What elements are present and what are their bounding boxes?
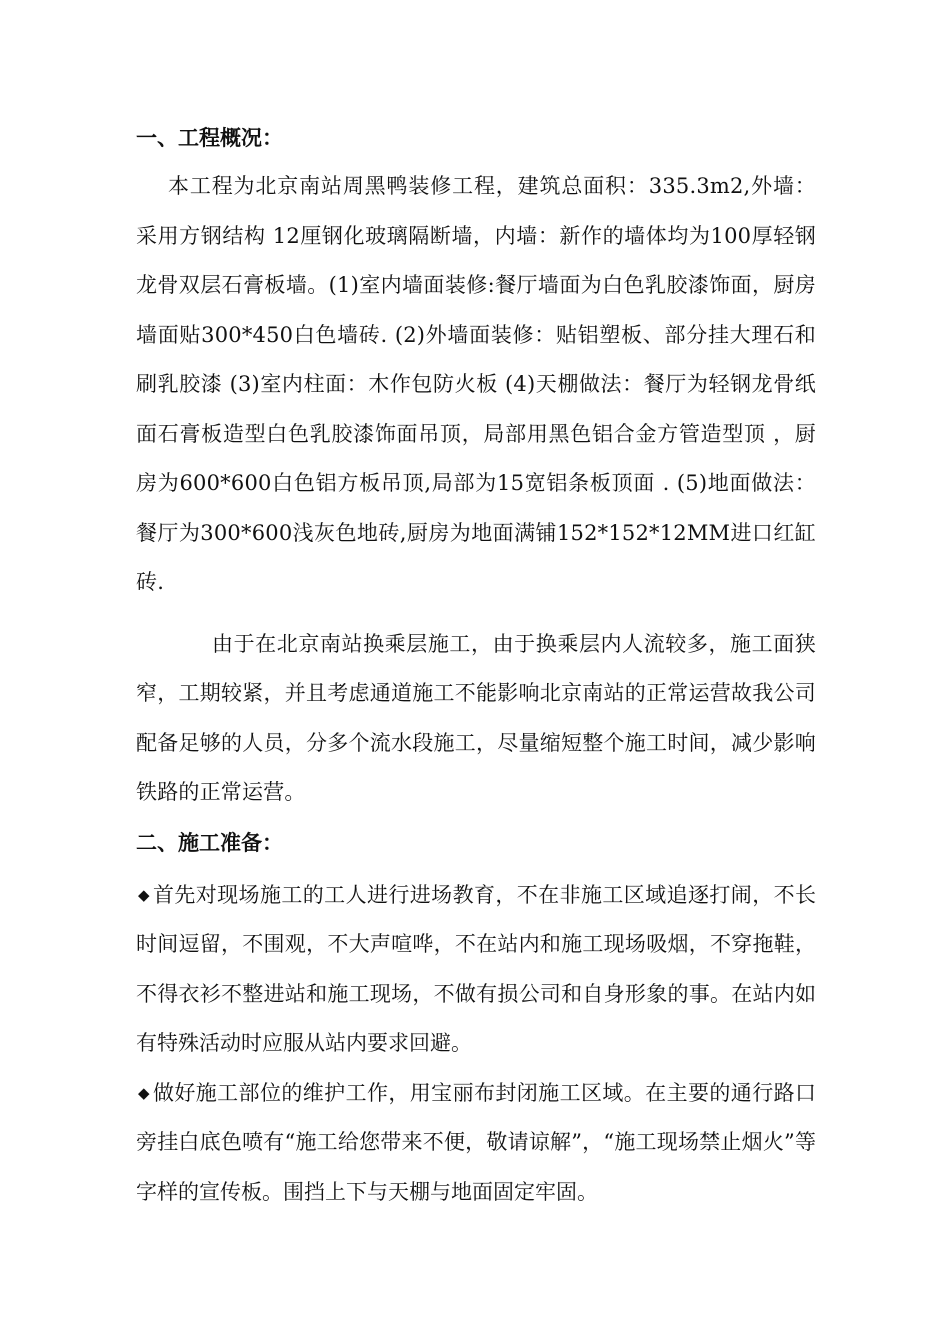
construction-conditions-paragraph: 由于在北京南站换乘层施工，由于换乘层内人流较多，施工面狭窄，工期较紧，并且考虑通道施工不能影响北京南站的正常运营故我公司配备足够的人员，分多个流水段施工，尽量缩短整个施工时间，减少影响铁路的正常运营。 [136, 631, 816, 804]
document-page [136, 113, 816, 1217]
diamond-bullet-icon: ◆ [138, 1083, 150, 1102]
overview-paragraph: 本工程为北京南站周黑鸭装修工程，建筑总面积：335.3m2,外墙：采用方钢结构 12厘钢化玻璃隔断墙，内墙：新作的墙体均为100厚轻钢龙骨双层石膏板墙。(1)室内墙面装修:餐厅墙面为白色乳胶漆饰面，厨房墙面贴300*450白色墙砖. (2)外墙面装修：贴铝塑板、部分挂大理石和刷乳胶漆 (3)室内柱面：木作包防火板 (4)天棚做法：餐厅为轻钢龙骨纸面石膏板造型白色乳胶漆饰面吊顶，局部用黑色铝合金方管造型顶 ，厨房为600*600白色铝方板吊顶,局部为15宽铝条板顶面 . (5)地面做法：餐厅为300*600浅灰色地砖,厨房为地面满铺152*152*12MM进口红缸砖. [136, 174, 816, 594]
bullet-text: 首先对现场施工的工人进行进场教育，不在非施工区域追逐打闹，不长时间逗留，不围观，不大声喧哗，不在站内和施工现场吸烟，不穿拖鞋，不得衣衫不整进站和施工现场，不做有损公司和自身形象的事。在站内如有特殊活动时应服从站内要求回避。 [136, 882, 816, 1055]
bullet-text: 做好施工部位的维护工作，用宝丽布封闭施工区域。在主要的通行路口旁挂白底色喷有“施工给您带来不便，敬请谅解”，“施工现场禁止烟火”等字样的宣传板。围挡上下与天棚与地面固定牢固。 [136, 1080, 816, 1204]
bullet-item-worker-education [136, 871, 816, 1069]
diamond-bullet-icon: ◆ [138, 885, 150, 904]
section-heading-preparation: 二、施工准备： [136, 829, 283, 855]
section-heading-overview: 一、工程概况： [136, 125, 283, 150]
bullet-item-site-protection [136, 1069, 816, 1218]
